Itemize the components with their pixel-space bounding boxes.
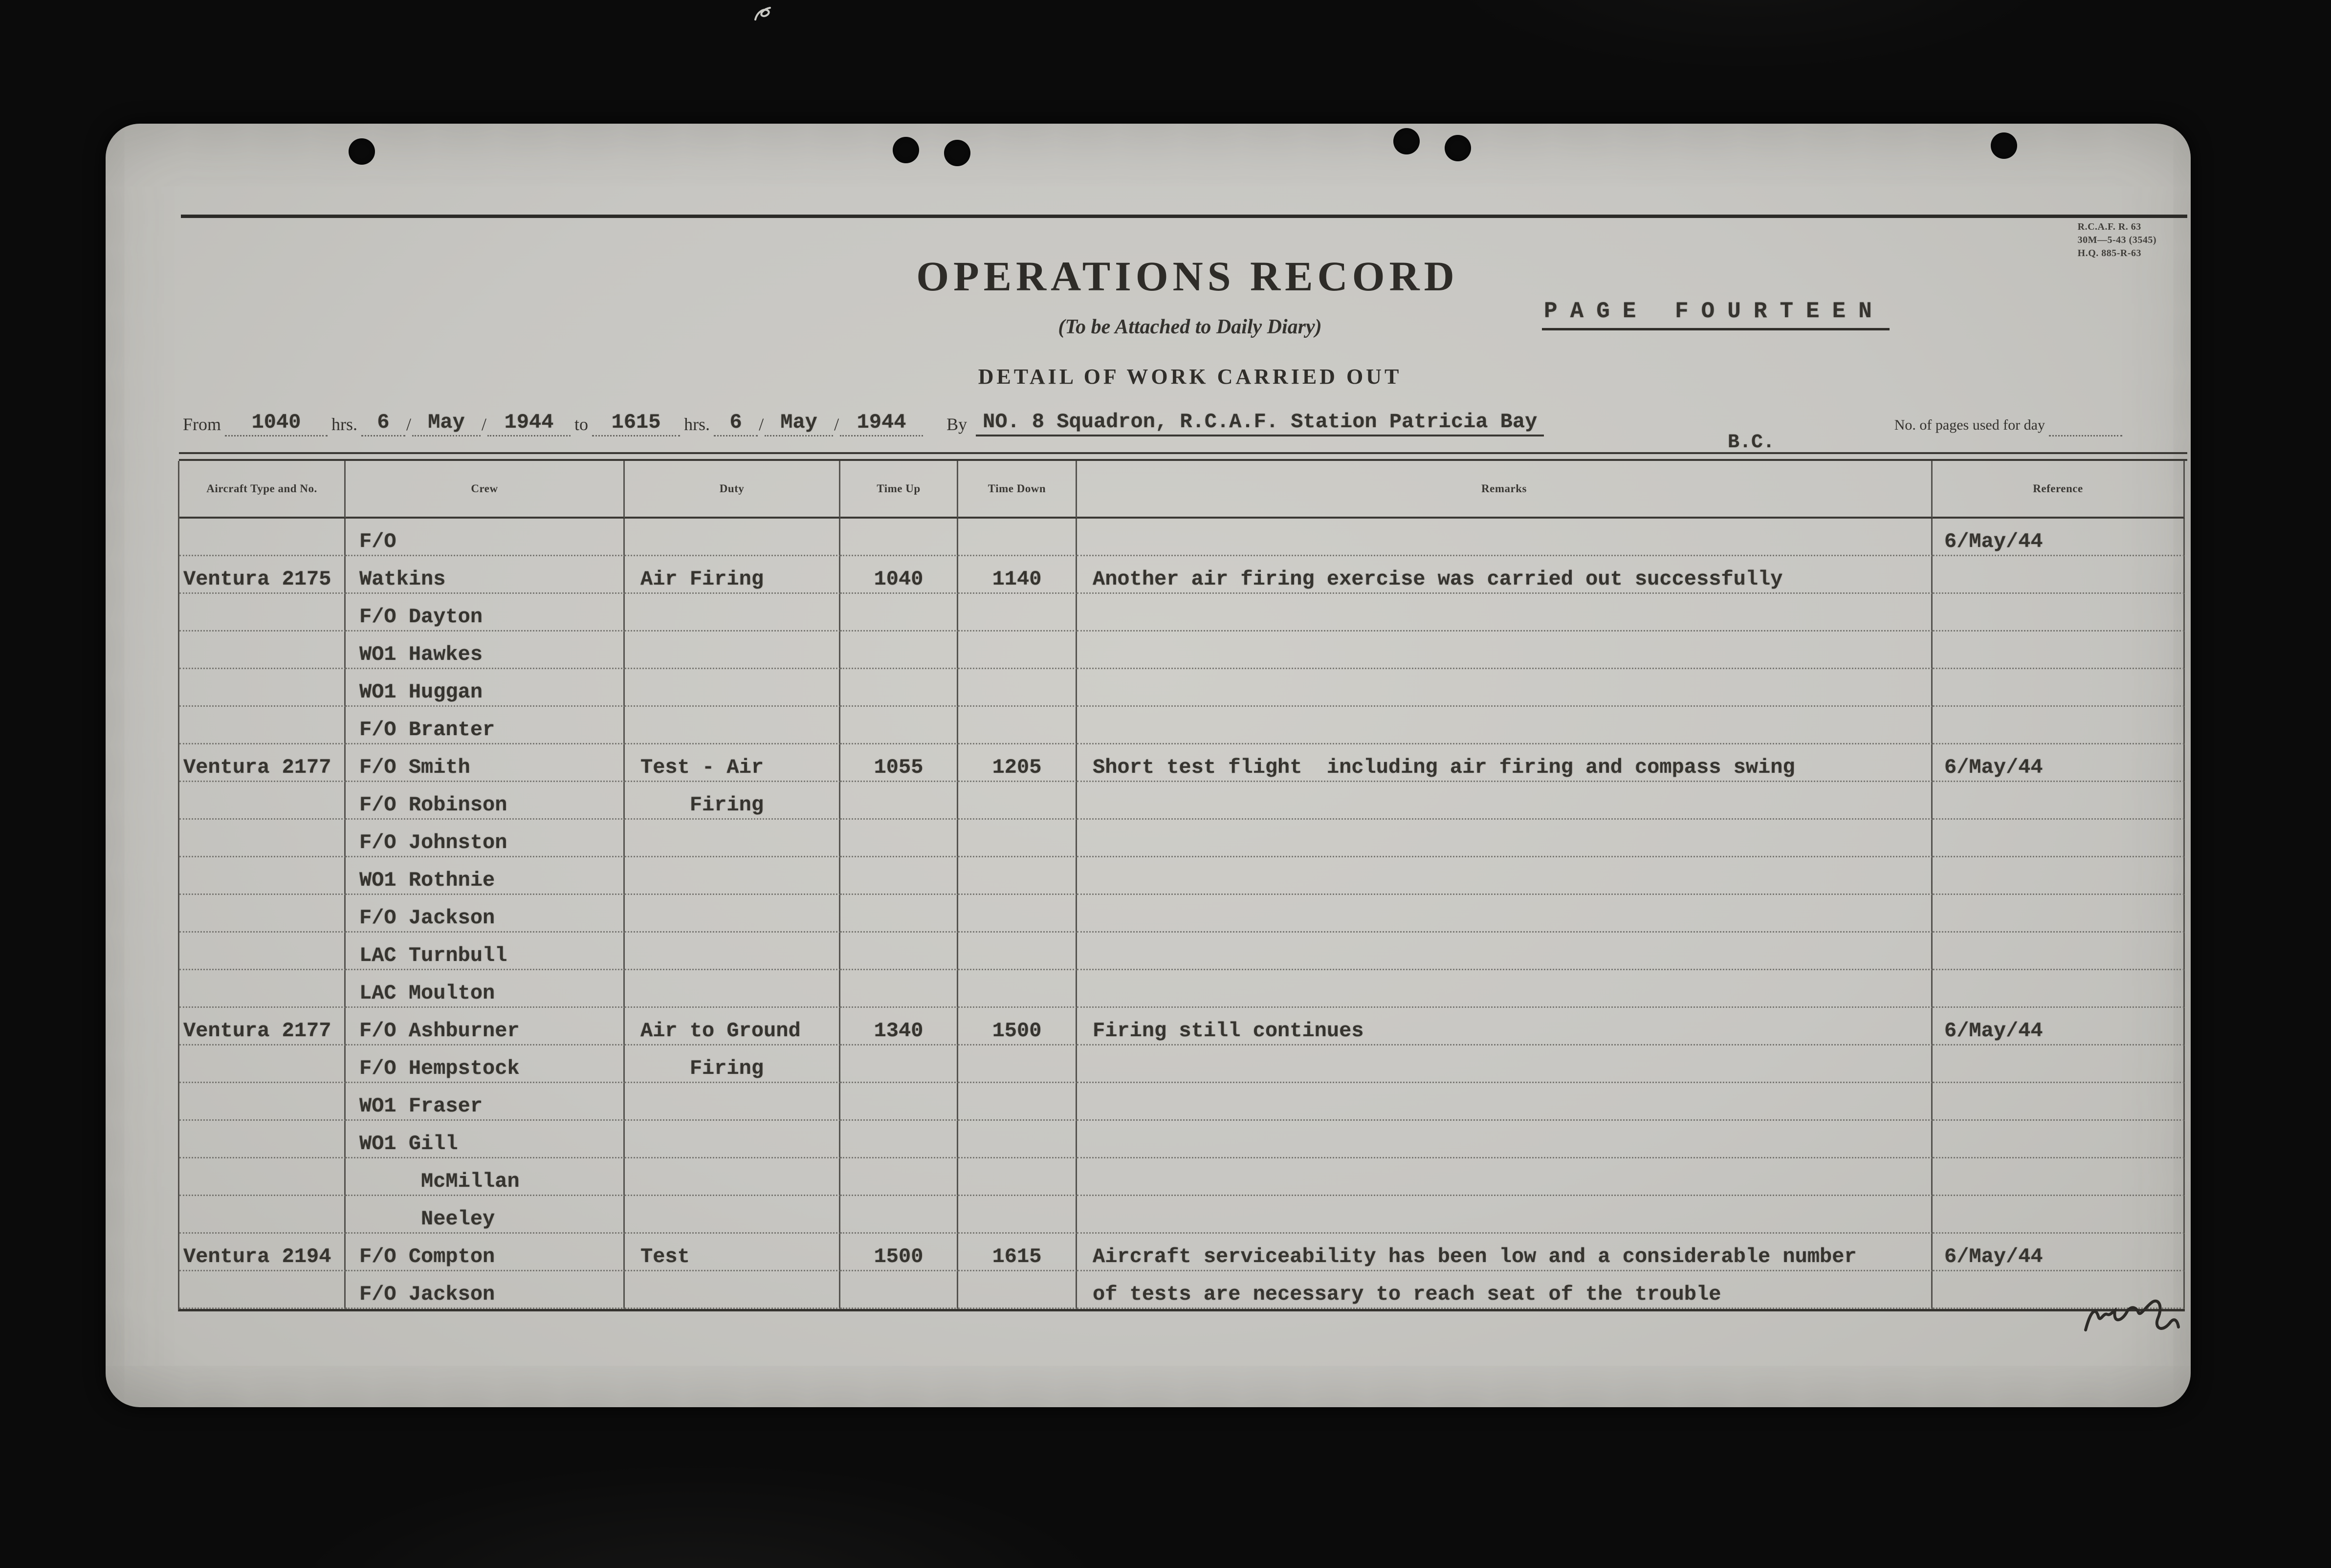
cell-remarks [1077, 669, 1933, 707]
cell-time-down: 1140 [958, 556, 1077, 594]
page-title: OPERATIONS RECORD [916, 253, 1459, 300]
cell-time-up: 1055 [840, 744, 958, 782]
table-header-row [179, 461, 2185, 519]
column-header-reference: Reference [1933, 461, 2185, 519]
cell-remarks [1077, 519, 1933, 556]
cell-time-up: 1500 [840, 1234, 958, 1271]
cell-time-up [840, 1083, 958, 1121]
cell-time-up [840, 933, 958, 970]
cell-crew: WO1 Rothnie [346, 857, 625, 895]
punch-hole [1393, 128, 1420, 154]
from-time-value: 1040 [225, 411, 328, 436]
cell-time-up [840, 1196, 958, 1234]
cell-duty [625, 1196, 840, 1234]
cell-remarks [1077, 782, 1933, 820]
table-row [179, 594, 2185, 632]
cell-remarks [1077, 1196, 1933, 1234]
cell-remarks [1077, 1045, 1933, 1083]
cell-time-down [958, 1196, 1077, 1234]
cell-duty [625, 1271, 840, 1309]
table-row [179, 1045, 2185, 1083]
cell-aircraft: Ventura 2194 [179, 1234, 346, 1271]
cell-reference [1933, 1083, 2185, 1121]
cell-time-down [958, 1158, 1077, 1196]
cell-aircraft [179, 933, 346, 970]
cell-time-up [840, 669, 958, 707]
cell-time-down: 1500 [958, 1008, 1077, 1045]
table-row [179, 1234, 2185, 1271]
cell-time-up: 1340 [840, 1008, 958, 1045]
cell-aircraft [179, 519, 346, 556]
cell-duty: Air Firing [625, 556, 840, 594]
cell-aircraft [179, 594, 346, 632]
cell-reference [1933, 970, 2185, 1008]
cell-aircraft [179, 1121, 346, 1158]
cell-remarks [1077, 707, 1933, 744]
cell-duty [625, 857, 840, 895]
dotted-leader [2049, 415, 2122, 436]
cell-time-down [958, 820, 1077, 857]
cell-remarks: Aircraft serviceability has been low and a considerable number [1077, 1234, 1933, 1271]
cell-duty [625, 519, 840, 556]
punch-hole [1991, 132, 2017, 159]
slash-separator: / [406, 414, 412, 434]
cell-reference [1933, 1045, 2185, 1083]
table-row [179, 1083, 2185, 1121]
top-rule [181, 215, 2187, 218]
hrs-label: hrs. [331, 414, 358, 434]
cell-reference: 6/May/44 [1933, 519, 2185, 556]
punch-hole [944, 140, 970, 166]
cell-crew: F/O Jackson [346, 1271, 625, 1309]
cell-time-down [958, 1083, 1077, 1121]
form-ref-line: 30M—5-43 (3545) [2077, 235, 2156, 245]
cell-crew: F/O Compton [346, 1234, 625, 1271]
cell-reference: 6/May/44 [1933, 744, 2185, 782]
to-day-value: 6 [714, 411, 758, 436]
by-unit-value: NO. 8 Squadron, R.C.A.F. Station Patricia Bay [976, 410, 1544, 436]
cell-remarks [1077, 895, 1933, 933]
cell-aircraft [179, 707, 346, 744]
table-row [179, 744, 2185, 782]
cell-time-up [840, 519, 958, 556]
cell-time-down [958, 632, 1077, 669]
slash-separator: / [759, 414, 764, 434]
cell-aircraft [179, 669, 346, 707]
cell-aircraft [179, 1271, 346, 1309]
table-row [179, 1196, 2185, 1234]
cell-time-down [958, 1121, 1077, 1158]
cell-aircraft [179, 895, 346, 933]
from-label: From [183, 414, 221, 434]
cell-time-up [840, 895, 958, 933]
cell-crew: WO1 Gill [346, 1121, 625, 1158]
cell-duty: Firing [625, 1045, 840, 1083]
cell-reference [1933, 669, 2185, 707]
cell-aircraft [179, 820, 346, 857]
cell-crew: F/O Robinson [346, 782, 625, 820]
cell-reference [1933, 895, 2185, 933]
cell-time-up [840, 970, 958, 1008]
cell-crew: LAC Turnbull [346, 933, 625, 970]
cell-crew: F/O Ashburner [346, 1008, 625, 1045]
cell-time-down [958, 519, 1077, 556]
cell-duty [625, 594, 840, 632]
cell-reference [1933, 857, 2185, 895]
cell-duty [625, 707, 840, 744]
cell-duty: Test [625, 1234, 840, 1271]
cell-time-down: 1205 [958, 744, 1077, 782]
double-rule-top [179, 452, 2187, 454]
cell-remarks [1077, 1121, 1933, 1158]
cell-aircraft [179, 1083, 346, 1121]
table-row [179, 707, 2185, 744]
table-row [179, 782, 2185, 820]
column-header-remarks: Remarks [1077, 461, 1933, 519]
from-month-value: May [412, 411, 481, 436]
cell-duty [625, 820, 840, 857]
cell-duty [625, 632, 840, 669]
cell-reference [1933, 594, 2185, 632]
column-header-duty: Duty [625, 461, 840, 519]
cell-duty [625, 669, 840, 707]
column-header-aircraft: Aircraft Type and No. [179, 461, 346, 519]
table-row [179, 1121, 2185, 1158]
cell-reference [1933, 1196, 2185, 1234]
document-paper [106, 124, 2191, 1407]
cell-time-up [840, 1045, 958, 1083]
to-year-value: 1944 [840, 411, 923, 436]
cell-duty [625, 1121, 840, 1158]
form-reference-print [2078, 220, 2156, 260]
cell-crew: WO1 Hawkes [346, 632, 625, 669]
cell-crew: F/O Smith [346, 744, 625, 782]
table-row [179, 669, 2185, 707]
cell-reference [1933, 782, 2185, 820]
cell-crew: F/O Jackson [346, 895, 625, 933]
cell-remarks: Firing still continues [1077, 1008, 1933, 1045]
cell-time-up [840, 1121, 958, 1158]
cell-time-down [958, 669, 1077, 707]
table-row [179, 1008, 2185, 1045]
cell-time-up [840, 707, 958, 744]
cell-time-down [958, 895, 1077, 933]
cell-remarks [1077, 820, 1933, 857]
pages-used-label: No. of pages used for day [1894, 417, 2045, 433]
page-subtitle: (To be Attached to Daily Diary) [1058, 316, 1322, 338]
cell-crew: WO1 Fraser [346, 1083, 625, 1121]
cell-crew: F/O [346, 519, 625, 556]
form-ref-line: H.Q. 885-R-63 [2077, 248, 2142, 259]
cell-remarks [1077, 970, 1933, 1008]
cell-remarks [1077, 857, 1933, 895]
table-row [179, 933, 2185, 970]
cell-remarks: Short test flight including air firing and compass swing [1077, 744, 1933, 782]
cell-remarks [1077, 1083, 1933, 1121]
cell-time-down [958, 594, 1077, 632]
period-line [179, 403, 2122, 436]
cell-crew: F/O Branter [346, 707, 625, 744]
cell-aircraft: Ventura 2177 [179, 744, 346, 782]
cell-remarks: Another air firing exercise was carried out successfully [1077, 556, 1933, 594]
cell-reference: 6/May/44 [1933, 1234, 2185, 1271]
form-ref-line: R.C.A.F. R. 63 [2077, 221, 2141, 232]
cell-time-up [840, 594, 958, 632]
table-row [179, 519, 2185, 556]
column-header-crew: Crew [346, 461, 625, 519]
cell-crew: McMillan [346, 1158, 625, 1196]
cell-reference [1933, 820, 2185, 857]
cell-reference [1933, 1121, 2185, 1158]
punch-hole [1445, 135, 1471, 161]
section-heading: DETAIL OF WORK CARRIED OUT [978, 365, 1402, 389]
to-month-value: May [765, 411, 833, 436]
cell-time-up [840, 1271, 958, 1309]
cell-crew: LAC Moulton [346, 970, 625, 1008]
column-header-time-up: Time Up [840, 461, 958, 519]
cell-crew: Watkins [346, 556, 625, 594]
cell-time-up: 1040 [840, 556, 958, 594]
cell-time-up [840, 857, 958, 895]
cell-aircraft [179, 1196, 346, 1234]
cell-remarks [1077, 594, 1933, 632]
column-header-time-down: Time Down [958, 461, 1077, 519]
hrs-label: hrs. [684, 414, 710, 434]
cell-remarks: of tests are necessary to reach seat of the trouble [1077, 1271, 1933, 1309]
cell-aircraft: Ventura 2175 [179, 556, 346, 594]
cell-duty [625, 1158, 840, 1196]
table-row [179, 857, 2185, 895]
cell-remarks [1077, 1158, 1933, 1196]
cell-aircraft [179, 970, 346, 1008]
cell-aircraft [179, 857, 346, 895]
cell-duty [625, 970, 840, 1008]
cell-crew: WO1 Huggan [346, 669, 625, 707]
cell-time-down [958, 707, 1077, 744]
to-time-value: 1615 [592, 411, 680, 436]
table-row [179, 820, 2185, 857]
slash-separator: / [482, 414, 487, 434]
signature [2081, 1292, 2183, 1346]
table-row [179, 970, 2185, 1008]
scratch-mark [750, 3, 775, 25]
table-row [179, 1271, 2185, 1309]
to-label: to [574, 414, 589, 434]
cell-time-up [840, 1158, 958, 1196]
cell-remarks [1077, 933, 1933, 970]
punch-hole [349, 138, 375, 165]
cell-duty: Air to Ground [625, 1008, 840, 1045]
cell-time-down [958, 1045, 1077, 1083]
cell-duty [625, 1083, 840, 1121]
cell-crew: F/O Dayton [346, 594, 625, 632]
table-body [179, 519, 2185, 1309]
cell-aircraft [179, 782, 346, 820]
cell-crew: F/O Hempstock [346, 1045, 625, 1083]
cell-time-up [840, 820, 958, 857]
cell-duty: Test - Air [625, 744, 840, 782]
cell-aircraft [179, 632, 346, 669]
from-day-value: 6 [361, 411, 405, 436]
from-year-value: 1944 [487, 411, 571, 436]
cell-reference [1933, 933, 2185, 970]
cell-reference [1933, 632, 2185, 669]
cell-time-down: 1615 [958, 1234, 1077, 1271]
operations-table [178, 461, 2185, 1311]
cell-reference [1933, 707, 2185, 744]
cell-aircraft [179, 1158, 346, 1196]
cell-reference [1933, 556, 2185, 594]
cell-crew: Neeley [346, 1196, 625, 1234]
cell-reference: 6/May/44 [1933, 1008, 2185, 1045]
cell-time-up [840, 632, 958, 669]
cell-time-down [958, 970, 1077, 1008]
cell-aircraft: Ventura 2177 [179, 1008, 346, 1045]
table-row [179, 895, 2185, 933]
cell-time-down [958, 933, 1077, 970]
cell-time-down [958, 857, 1077, 895]
cell-remarks [1077, 632, 1933, 669]
cell-duty: Firing [625, 782, 840, 820]
punch-hole [893, 137, 919, 163]
cell-duty [625, 895, 840, 933]
cell-time-down [958, 1271, 1077, 1309]
table-row [179, 632, 2185, 669]
table-row [179, 556, 2185, 594]
cell-aircraft [179, 1045, 346, 1083]
page-number-label: PAGE FOURTEEN [1542, 299, 1890, 330]
by-unit-value-line2: B.C. [1728, 432, 1775, 454]
cell-duty [625, 933, 840, 970]
table-row [179, 1158, 2185, 1196]
cell-time-down [958, 782, 1077, 820]
cell-time-up [840, 782, 958, 820]
cell-reference [1933, 1158, 2185, 1196]
cell-crew: F/O Johnston [346, 820, 625, 857]
slash-separator: / [834, 414, 839, 434]
by-label: By [946, 414, 968, 434]
